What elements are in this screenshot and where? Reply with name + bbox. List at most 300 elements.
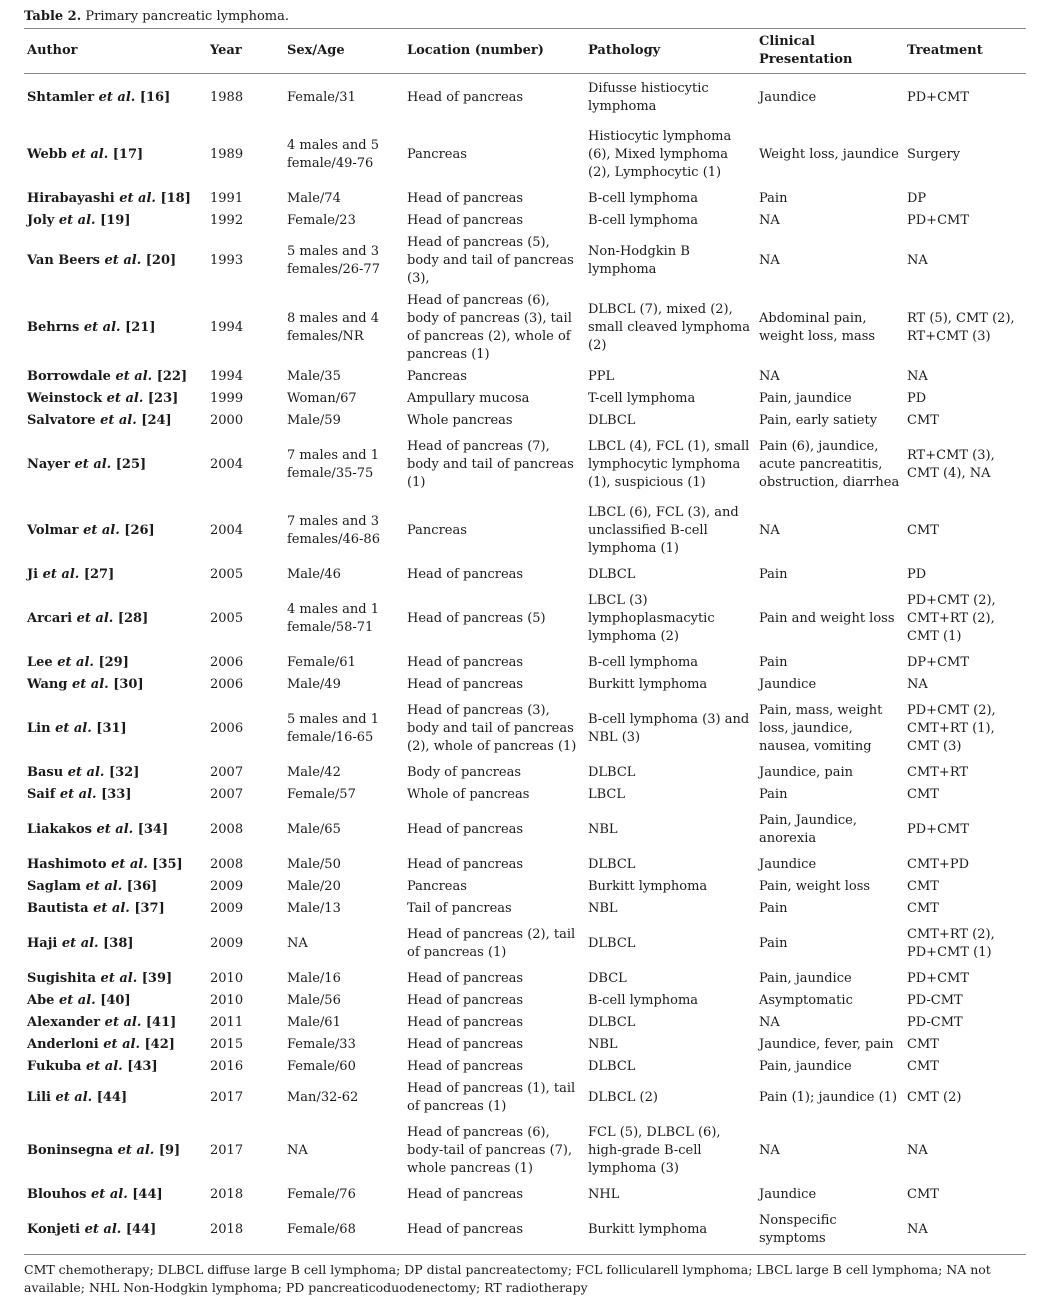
cell-sex-age: NA bbox=[287, 936, 308, 951]
cell-pathology: DLBCL bbox=[588, 567, 636, 582]
table-body bbox=[24, 74, 1026, 1255]
author-name: Bautista bbox=[27, 901, 89, 916]
cell-year: 2007 bbox=[210, 765, 244, 780]
cell-pathology: T-cell lymphoma bbox=[588, 391, 696, 406]
table-row bbox=[24, 674, 1026, 696]
author-etal: et al. bbox=[111, 857, 148, 872]
table-row bbox=[24, 188, 1026, 210]
cell-clinical-presentation: Pain, jaundice bbox=[759, 971, 852, 986]
cell-clinical-presentation: Pain bbox=[759, 936, 788, 951]
cell-sex-age: Female/33 bbox=[287, 1037, 356, 1052]
cell-sex-age: NA bbox=[287, 1143, 308, 1158]
table-row bbox=[24, 920, 1026, 968]
author-name: Wang bbox=[27, 677, 68, 692]
cell-sex-age: Female/23 bbox=[287, 213, 356, 228]
cell-pathology: Difusse histiocytic lymphoma bbox=[588, 81, 709, 114]
cell-clinical-presentation: Pain (1); jaundice (1) bbox=[759, 1090, 898, 1105]
cell-pathology: Non-Hodgkin B lymphoma bbox=[588, 244, 690, 277]
cell-location: Body of pancreas bbox=[407, 765, 522, 780]
cell-location: Head of pancreas bbox=[407, 677, 524, 692]
cell-author bbox=[24, 876, 207, 898]
cell-year: 1999 bbox=[210, 391, 244, 406]
table-row bbox=[24, 388, 1026, 410]
cell-author bbox=[24, 784, 207, 806]
cell-clinical-presentation: Pain, early satiety bbox=[759, 413, 878, 428]
cell-year: 1994 bbox=[210, 369, 244, 384]
cell-author bbox=[24, 674, 207, 696]
author-reference: [33] bbox=[101, 787, 132, 802]
author-name: Abe bbox=[27, 993, 55, 1008]
author-reference: [26] bbox=[124, 523, 155, 538]
cell-clinical-presentation: Pain bbox=[759, 567, 788, 582]
cell-pathology: LBCL (4), FCL (1), small lymphocytic lymphoma (1), suspicious (1) bbox=[588, 439, 750, 490]
table-row bbox=[24, 74, 1026, 123]
author-reference: [44] bbox=[125, 1222, 157, 1237]
cell-pathology: PPL bbox=[588, 369, 615, 384]
cell-location: Head of pancreas (2), tail of pancreas (1) bbox=[407, 927, 576, 960]
cell-location: Head of pancreas (6), body of pancreas (3), tail of pancreas (2), whole of pancreas (1) bbox=[407, 293, 572, 362]
table-row bbox=[24, 1056, 1026, 1078]
cell-author bbox=[24, 210, 207, 232]
author-reference: [25] bbox=[115, 457, 147, 472]
author-reference: [17] bbox=[112, 147, 144, 162]
cell-year: 2009 bbox=[210, 879, 244, 894]
author-reference: [40] bbox=[100, 993, 131, 1008]
cell-location: Head of pancreas (5) bbox=[407, 611, 546, 626]
cell-sex-age: Male/56 bbox=[287, 993, 341, 1008]
cell-pathology: Burkitt lymphoma bbox=[588, 1222, 708, 1237]
cell-pathology: Burkitt lymphoma bbox=[588, 879, 708, 894]
cell-year: 2000 bbox=[210, 413, 244, 428]
table-row bbox=[24, 1078, 1026, 1118]
author-name: Webb bbox=[27, 147, 67, 162]
table-row bbox=[24, 696, 1026, 762]
cell-year: 2006 bbox=[210, 655, 244, 670]
cell-treatment: CMT+RT bbox=[907, 765, 969, 780]
author-reference: [18] bbox=[160, 191, 191, 206]
author-reference: [38] bbox=[103, 936, 134, 951]
cell-year: 2009 bbox=[210, 901, 244, 916]
author-etal: et al. bbox=[83, 523, 120, 538]
table-row bbox=[24, 854, 1026, 876]
author-etal: et al. bbox=[100, 413, 137, 428]
author-name: Lee bbox=[27, 655, 53, 670]
cell-sex-age: Male/13 bbox=[287, 901, 341, 916]
cell-clinical-presentation: Nonspecific symptoms bbox=[759, 1213, 837, 1246]
cell-author bbox=[24, 1034, 207, 1056]
table-row bbox=[24, 1184, 1026, 1206]
cell-year: 1992 bbox=[210, 213, 244, 228]
cell-location: Pancreas bbox=[407, 879, 467, 894]
author-name: Behrns bbox=[27, 320, 80, 335]
cell-treatment: PD bbox=[907, 391, 927, 406]
cell-author bbox=[24, 898, 207, 920]
author-reference: [34] bbox=[137, 822, 169, 837]
author-etal: et al. bbox=[61, 936, 99, 951]
cell-treatment: PD-CMT bbox=[907, 993, 963, 1008]
cell-year: 2004 bbox=[210, 457, 244, 472]
cell-year: 2008 bbox=[210, 822, 244, 837]
cell-treatment: PD+CMT (2), CMT+RT (1), CMT (3) bbox=[907, 703, 996, 754]
cell-treatment: NA bbox=[907, 1143, 928, 1158]
author-reference: [39] bbox=[141, 971, 173, 986]
cell-clinical-presentation: Pain, jaundice bbox=[759, 1059, 852, 1074]
cell-clinical-presentation: Asymptomatic bbox=[759, 993, 853, 1008]
cell-treatment: CMT bbox=[907, 901, 939, 916]
author-reference: [20] bbox=[145, 253, 177, 268]
author-etal: et al. bbox=[115, 369, 153, 384]
cell-author bbox=[24, 854, 207, 876]
cell-pathology: DLBCL bbox=[588, 765, 636, 780]
cell-treatment: RT (5), CMT (2), RT+CMT (3) bbox=[907, 311, 1015, 344]
cell-author bbox=[24, 696, 207, 762]
cell-treatment: PD+CMT bbox=[907, 213, 969, 228]
table-row bbox=[24, 1012, 1026, 1034]
author-name: Hashimoto bbox=[27, 857, 107, 872]
cell-year: 2005 bbox=[210, 611, 244, 626]
author-etal: et al. bbox=[84, 1222, 122, 1237]
cell-location: Head of pancreas bbox=[407, 1037, 524, 1052]
cell-sex-age: Male/49 bbox=[287, 677, 341, 692]
table-row bbox=[24, 586, 1026, 652]
cell-pathology: NBL bbox=[588, 1037, 618, 1052]
cell-clinical-presentation: NA bbox=[759, 213, 780, 228]
author-reference: [24] bbox=[141, 413, 172, 428]
cell-author bbox=[24, 806, 207, 854]
author-etal: et al. bbox=[71, 677, 109, 692]
author-name: Joly bbox=[27, 213, 55, 228]
cell-sex-age: 4 males and 5 female/49-76 bbox=[287, 138, 379, 171]
cell-sex-age: Female/57 bbox=[287, 787, 356, 802]
cell-author bbox=[24, 1184, 207, 1206]
table-row bbox=[24, 968, 1026, 990]
cell-treatment: DP bbox=[907, 191, 927, 206]
author-reference: [32] bbox=[108, 765, 140, 780]
cell-sex-age: Male/61 bbox=[287, 1015, 341, 1030]
author-name: Saglam bbox=[27, 879, 82, 894]
author-etal: et al. bbox=[74, 457, 112, 472]
cell-pathology: Burkitt lymphoma bbox=[588, 677, 708, 692]
header-sex-age: Sex/Age bbox=[287, 43, 345, 58]
author-etal: et al. bbox=[59, 787, 97, 802]
cell-author bbox=[24, 432, 207, 498]
table-row bbox=[24, 1034, 1026, 1056]
cell-sex-age: Female/61 bbox=[287, 655, 356, 670]
table-row bbox=[24, 232, 1026, 290]
cell-location: Head of pancreas bbox=[407, 822, 524, 837]
cell-location: Head of pancreas (1), tail of pancreas (1) bbox=[407, 1081, 576, 1114]
cell-clinical-presentation: Abdominal pain, weight loss, mass bbox=[759, 311, 876, 344]
cell-year: 2004 bbox=[210, 523, 244, 538]
author-etal: et al. bbox=[106, 391, 144, 406]
cell-treatment: Surgery bbox=[907, 147, 961, 162]
author-etal: et al. bbox=[42, 567, 80, 582]
cell-author bbox=[24, 586, 207, 652]
table-caption-label: Table 2. bbox=[24, 9, 82, 24]
cell-pathology: DLBCL bbox=[588, 936, 636, 951]
author-etal: et al. bbox=[104, 253, 142, 268]
cell-year: 2017 bbox=[210, 1143, 244, 1158]
author-etal: et al. bbox=[100, 971, 138, 986]
author-name: Van Beers bbox=[27, 253, 100, 268]
cell-sex-age: Man/32-62 bbox=[287, 1090, 359, 1105]
cell-location: Pancreas bbox=[407, 369, 467, 384]
cell-clinical-presentation: Jaundice bbox=[759, 857, 817, 872]
author-name: Lili bbox=[27, 1090, 51, 1105]
cell-year: 2010 bbox=[210, 971, 244, 986]
author-name: Haji bbox=[27, 936, 58, 951]
lymphoma-table bbox=[24, 28, 1026, 1255]
cell-pathology: LBCL bbox=[588, 787, 626, 802]
cell-treatment: CMT+PD bbox=[907, 857, 969, 872]
cell-year: 2015 bbox=[210, 1037, 244, 1052]
cell-pathology: DLBCL bbox=[588, 857, 636, 872]
cell-sex-age: Male/16 bbox=[287, 971, 341, 986]
cell-pathology: B-cell lymphoma bbox=[588, 191, 699, 206]
author-reference: [21] bbox=[125, 320, 156, 335]
cell-treatment: PD-CMT bbox=[907, 1015, 963, 1030]
cell-pathology: NBL bbox=[588, 822, 618, 837]
cell-location: Head of pancreas bbox=[407, 1222, 524, 1237]
author-reference: [27] bbox=[83, 567, 115, 582]
author-name: Anderloni bbox=[27, 1037, 99, 1052]
cell-pathology: B-cell lymphoma bbox=[588, 993, 699, 1008]
header-clinical-presentation: Clinical Presentation bbox=[759, 34, 853, 67]
cell-clinical-presentation: Pain bbox=[759, 901, 788, 916]
cell-treatment: NA bbox=[907, 369, 928, 384]
cell-sex-age: Male/74 bbox=[287, 191, 341, 206]
cell-clinical-presentation: Weight loss, jaundice bbox=[759, 147, 899, 162]
author-name: Konjeti bbox=[27, 1222, 81, 1237]
author-etal: et al. bbox=[93, 901, 130, 916]
author-name: Nayer bbox=[27, 457, 70, 472]
cell-location: Head of pancreas bbox=[407, 1059, 524, 1074]
cell-treatment: CMT bbox=[907, 523, 939, 538]
header-pathology: Pathology bbox=[588, 43, 661, 58]
cell-treatment: PD bbox=[907, 567, 927, 582]
cell-sex-age: 4 males and 1 female/58-71 bbox=[287, 602, 379, 635]
cell-year: 1993 bbox=[210, 253, 244, 268]
cell-location: Head of pancreas (3), body and tail of pancreas (2), whole of pancreas (1) bbox=[407, 703, 577, 754]
cell-sex-age: 5 males and 1 female/16-65 bbox=[287, 712, 379, 745]
author-name: Saif bbox=[27, 787, 56, 802]
author-etal: et al. bbox=[98, 90, 136, 105]
cell-pathology: DLBCL (2) bbox=[588, 1090, 658, 1105]
cell-pathology: LBCL (6), FCL (3), and unclassified B-cell lymphoma (1) bbox=[588, 505, 739, 556]
header-year: Year bbox=[210, 43, 242, 58]
cell-author bbox=[24, 1056, 207, 1078]
author-reference: [42] bbox=[144, 1037, 175, 1052]
cell-treatment: CMT bbox=[907, 879, 939, 894]
table-row bbox=[24, 366, 1026, 388]
cell-year: 2006 bbox=[210, 721, 244, 736]
cell-treatment: NA bbox=[907, 677, 928, 692]
table-row bbox=[24, 1118, 1026, 1184]
cell-author bbox=[24, 1118, 207, 1184]
cell-location: Head of pancreas bbox=[407, 1015, 524, 1030]
author-reference: [44] bbox=[96, 1090, 128, 1105]
cell-pathology: B-cell lymphoma bbox=[588, 655, 699, 670]
cell-author bbox=[24, 388, 207, 410]
cell-clinical-presentation: Jaundice, fever, pain bbox=[759, 1037, 894, 1052]
author-name: Sugishita bbox=[27, 971, 97, 986]
table-caption bbox=[24, 8, 1033, 26]
cell-pathology: DLBCL bbox=[588, 413, 636, 428]
author-name: Liakakos bbox=[27, 822, 92, 837]
author-name: Ji bbox=[27, 567, 39, 582]
cell-clinical-presentation: Pain, weight loss bbox=[759, 879, 871, 894]
cell-location: Head of pancreas (7), body and tail of pancreas (1) bbox=[407, 439, 574, 490]
table-row bbox=[24, 652, 1026, 674]
cell-pathology: DBCL bbox=[588, 971, 627, 986]
cell-location: Pancreas bbox=[407, 523, 467, 538]
author-reference: [44] bbox=[132, 1187, 163, 1202]
cell-author bbox=[24, 290, 207, 366]
cell-year: 2017 bbox=[210, 1090, 244, 1105]
cell-treatment: PD+CMT bbox=[907, 971, 969, 986]
author-reference: [43] bbox=[127, 1059, 158, 1074]
cell-year: 1991 bbox=[210, 191, 244, 206]
author-etal: et al. bbox=[58, 993, 96, 1008]
cell-pathology: FCL (5), DLBCL (6), high-grade B-cell lymphoma (3) bbox=[588, 1125, 721, 1176]
table-row bbox=[24, 990, 1026, 1012]
cell-sex-age: Male/65 bbox=[287, 822, 341, 837]
cell-author bbox=[24, 1206, 207, 1255]
cell-author bbox=[24, 564, 207, 586]
cell-year: 2006 bbox=[210, 677, 244, 692]
author-name: Lin bbox=[27, 721, 51, 736]
cell-location: Head of pancreas (6), body-tail of pancreas (7), whole pancreas (1) bbox=[407, 1125, 573, 1176]
cell-location: Head of pancreas bbox=[407, 655, 524, 670]
cell-author bbox=[24, 1078, 207, 1118]
cell-clinical-presentation: Jaundice bbox=[759, 90, 817, 105]
cell-treatment: CMT bbox=[907, 1059, 939, 1074]
cell-year: 2005 bbox=[210, 567, 244, 582]
author-reference: [41] bbox=[145, 1015, 177, 1030]
author-reference: [31] bbox=[96, 721, 127, 736]
cell-sex-age: Male/50 bbox=[287, 857, 341, 872]
table-row bbox=[24, 290, 1026, 366]
cell-pathology: B-cell lymphoma bbox=[588, 213, 699, 228]
author-name: Blouhos bbox=[27, 1187, 87, 1202]
author-name: Basu bbox=[27, 765, 64, 780]
cell-clinical-presentation: Jaundice bbox=[759, 1187, 817, 1202]
cell-pathology: B-cell lymphoma (3) and NBL (3) bbox=[588, 712, 750, 745]
author-name: Boninsegna bbox=[27, 1143, 114, 1158]
cell-year: 1989 bbox=[210, 147, 244, 162]
cell-treatment: CMT+RT (2), PD+CMT (1) bbox=[907, 927, 995, 960]
cell-author bbox=[24, 920, 207, 968]
cell-clinical-presentation: NA bbox=[759, 253, 780, 268]
table-caption-title: Primary pancreatic lymphoma. bbox=[85, 9, 290, 24]
cell-year: 2018 bbox=[210, 1222, 244, 1237]
cell-clinical-presentation: Pain, mass, weight loss, jaundice, nausea, vomiting bbox=[759, 703, 883, 754]
table-footnote: CMT chemotherapy; DLBCL diffuse large B cell lymphoma; DP distal pancreatectomy; FCL follicularell lymphoma; LBCL large B cell lymphoma; NA not available; NHL Non-Hodgkin lymphoma; PD pancreaticoduodenectomy; RT radiotherapy bbox=[24, 1262, 991, 1295]
cell-sex-age: Female/60 bbox=[287, 1059, 356, 1074]
cell-treatment: PD+CMT (2), CMT+RT (2), CMT (1) bbox=[907, 593, 996, 644]
author-reference: [19] bbox=[100, 213, 131, 228]
author-etal: et al. bbox=[55, 721, 92, 736]
author-name: Borrowdale bbox=[27, 369, 111, 384]
author-reference: [29] bbox=[98, 655, 129, 670]
cell-sex-age: Male/46 bbox=[287, 567, 341, 582]
cell-sex-age: Woman/67 bbox=[287, 391, 357, 406]
cell-location: Head of pancreas bbox=[407, 1187, 524, 1202]
cell-year: 2018 bbox=[210, 1187, 244, 1202]
author-reference: [30] bbox=[113, 677, 144, 692]
author-reference: [35] bbox=[152, 857, 183, 872]
table-row bbox=[24, 122, 1026, 188]
author-name: Salvatore bbox=[27, 413, 96, 428]
cell-clinical-presentation: Pain bbox=[759, 787, 788, 802]
author-name: Volmar bbox=[27, 523, 79, 538]
cell-author bbox=[24, 990, 207, 1012]
cell-author bbox=[24, 366, 207, 388]
table-row bbox=[24, 1206, 1026, 1255]
author-etal: et al. bbox=[117, 1143, 155, 1158]
cell-pathology: NBL bbox=[588, 901, 618, 916]
cell-author bbox=[24, 232, 207, 290]
author-etal: et al. bbox=[85, 879, 123, 894]
cell-year: 2007 bbox=[210, 787, 244, 802]
author-etal: et al. bbox=[104, 1015, 142, 1030]
author-etal: et al. bbox=[76, 611, 114, 626]
cell-treatment: PD+CMT bbox=[907, 822, 969, 837]
author-etal: et al. bbox=[119, 191, 156, 206]
author-etal: et al. bbox=[103, 1037, 140, 1052]
author-etal: et al. bbox=[91, 1187, 128, 1202]
cell-author bbox=[24, 762, 207, 784]
cell-location: Head of pancreas bbox=[407, 213, 524, 228]
author-name: Shtamler bbox=[27, 90, 95, 105]
cell-clinical-presentation: Pain and weight loss bbox=[759, 611, 895, 626]
cell-clinical-presentation: NA bbox=[759, 1143, 780, 1158]
table-row bbox=[24, 762, 1026, 784]
cell-clinical-presentation: NA bbox=[759, 1015, 780, 1030]
cell-location: Ampullary mucosa bbox=[407, 391, 530, 406]
author-reference: [22] bbox=[156, 369, 188, 384]
cell-treatment: RT+CMT (3), CMT (4), NA bbox=[907, 448, 995, 481]
author-reference: [36] bbox=[126, 879, 158, 894]
cell-year: 2011 bbox=[210, 1015, 244, 1030]
cell-pathology: LBCL (3) lymphoplasmacytic lymphoma (2) bbox=[588, 593, 715, 644]
cell-author bbox=[24, 498, 207, 564]
cell-year: 1994 bbox=[210, 320, 244, 335]
cell-author bbox=[24, 968, 207, 990]
cell-location: Pancreas bbox=[407, 147, 467, 162]
cell-location: Head of pancreas bbox=[407, 567, 524, 582]
author-name: Hirabayashi bbox=[27, 191, 115, 206]
table-row bbox=[24, 806, 1026, 854]
cell-location: Head of pancreas bbox=[407, 191, 524, 206]
cell-year: 2009 bbox=[210, 936, 244, 951]
table-header-row bbox=[24, 29, 1026, 74]
author-etal: et al. bbox=[71, 147, 109, 162]
cell-sex-age: Female/31 bbox=[287, 90, 356, 105]
table-row bbox=[24, 432, 1026, 498]
cell-sex-age: Male/59 bbox=[287, 413, 341, 428]
author-etal: et al. bbox=[67, 765, 105, 780]
cell-pathology: Histiocytic lymphoma (6), Mixed lymphoma (2), Lymphocytic (1) bbox=[588, 129, 732, 180]
cell-sex-age: Female/76 bbox=[287, 1187, 356, 1202]
cell-clinical-presentation: Pain (6), jaundice, acute pancreatitis, obstruction, diarrhea bbox=[759, 439, 900, 490]
cell-location: Whole pancreas bbox=[407, 413, 513, 428]
author-etal: et al. bbox=[55, 1090, 93, 1105]
cell-treatment: CMT bbox=[907, 1037, 939, 1052]
cell-location: Head of pancreas bbox=[407, 857, 524, 872]
cell-clinical-presentation: Jaundice bbox=[759, 677, 817, 692]
table-row bbox=[24, 898, 1026, 920]
